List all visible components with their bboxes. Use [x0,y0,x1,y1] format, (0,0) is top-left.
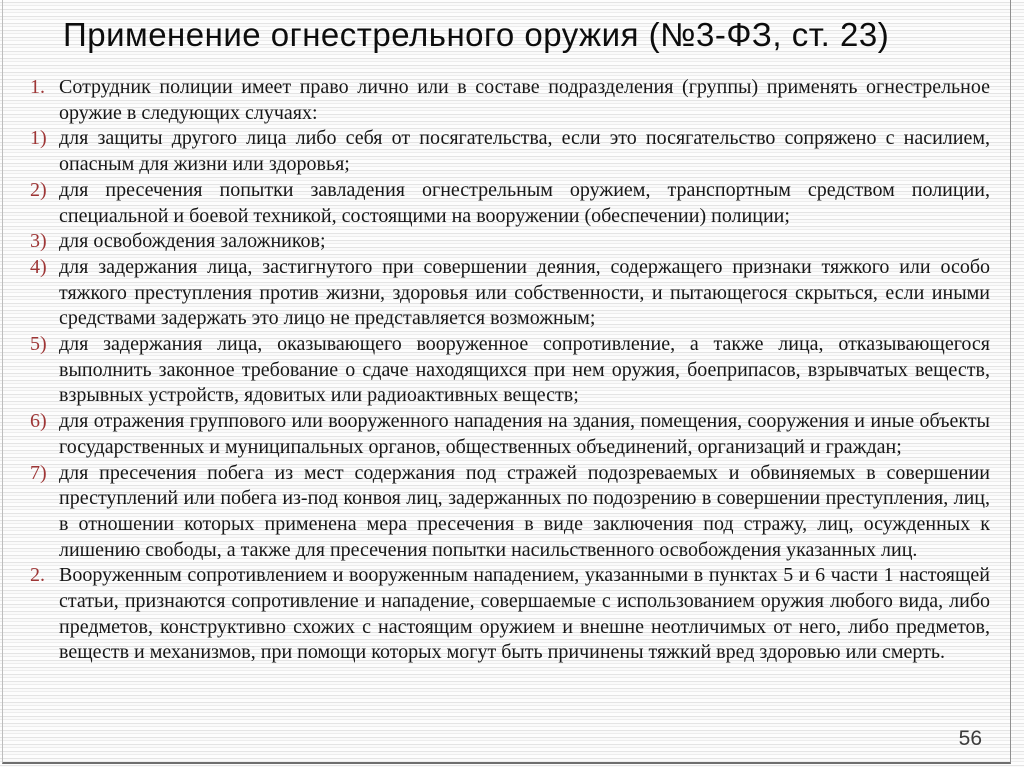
list-marker: 2) [30,178,47,201]
list-marker: 6) [30,410,47,433]
list-item-2p [30,178,990,229]
list-marker: 1) [30,127,47,150]
list-item-text: для пресечения побега из мест содержания под стражей подозреваемых и обвиняемых в совершении преступлений или побега из-под конвоя лиц, задержанных по подозрению в совершении преступления, лиц, в отношении которых применена мера пресечения в виде заключения под стражу, лиц, осужденных к лишению свободы, а также для пресечения попытки насильственного освобождения указанных лиц. [59,461,990,561]
list-marker: 7) [30,461,47,484]
slide-title: Применение огнестрельного оружия (№3-ФЗ, ст. 23) [63,16,890,53]
list-item-text: Сотрудник полиции имеет право лично или в составе подразделения (группы) применять огнестрельное оружие в следующих случаях: [59,76,990,124]
list-marker: 3) [30,230,47,253]
list-item-text: для пресечения попытки завладения огнестрельным оружием, транспортным средством полиции, специальной и боевой техникой, состоящими на вооружении (обеспечении) полиции; [59,178,990,227]
list-item-4p [30,255,990,332]
list-item-2 [30,563,990,666]
list-item-text: для защиты другого лица либо себя от посягательства, если это посягательство сопряжено с насилием, опасным для жизни или здоровья; [59,127,990,176]
list-item-text: Вооруженным сопротивлением и вооруженным нападением, указанными в пунктах 5 и 6 части 1 настоящей статьи, признаются сопротивление и нападение, совершаемые с использованием оружия любого вида, либо предметов, конструктивно схожих с настоящим оружием и внешне неотличимых от него, либо предметов, веществ и механизмов, при помощи которых могут быть причинены тяжкий вред здоровью или смерть. [59,564,990,664]
list-item-text: для задержания лица, застигнутого при совершении деяния, содержащего признаки тяжкого или особо тяжкого преступления против жизни, здоровья или собственности, и пытающегося скрыться, если иными средствами задержать это лицо не представляется возможным; [59,255,990,330]
slide-body [30,75,990,666]
list-marker: 1. [30,76,45,98]
list-marker: 5) [30,333,47,356]
list-item-text: для отражения группового или вооруженного нападения на здания, помещения, сооружения и иные объекты государственных и муниципальных органов, общественных объединений, организаций и граждан; [59,410,990,458]
list-marker: 4) [30,255,47,278]
list-item-5p [30,332,990,409]
list-item-text: для освобождения заложников; [59,230,326,253]
list-item-text: для задержания лица, оказывающего вооруженное сопротивление, а также лица, отказывающегося выполнить законное требование о сдаче находящихся при нем оружия, боеприпасов, взрывчатых веществ, взрывных устройств, ядовитых или радиоактивных веществ; [59,333,990,407]
list-item-6p [30,409,990,460]
list-item-1p [30,126,990,177]
list-item-1 [30,75,990,126]
page-number: 56 [958,727,982,750]
list-marker: 2. [30,564,45,587]
list-item-7p [30,461,990,564]
list-item-3p [30,229,990,255]
